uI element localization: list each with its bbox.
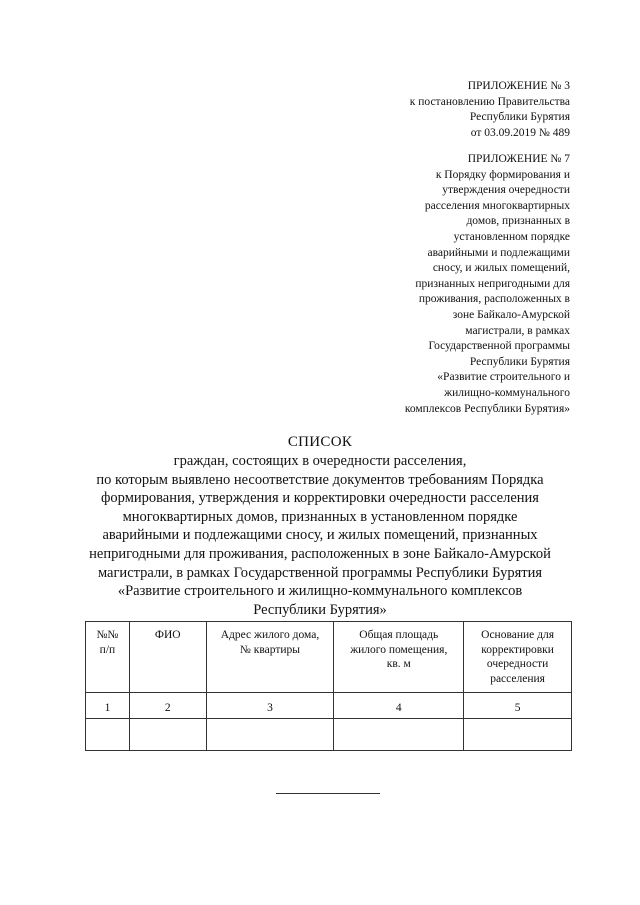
document-subtitle-line: «Развитие строительного и жилищно-коммунального комплексов	[117, 583, 523, 600]
table-cell	[464, 719, 572, 751]
appendix-7-line: жилищно-коммунального	[444, 386, 570, 399]
header-reason: Основание для корректировки очередности расселения	[464, 622, 572, 693]
document-subtitle-line: формирования, утверждения и корректировки очередности расселения	[101, 490, 539, 507]
table-row	[86, 719, 572, 751]
appendix-7-line: Государственной программы	[428, 340, 570, 353]
appendix-7-line: комплексов Республики Бурятия»	[404, 402, 570, 415]
appendix-7-line: проживания, расположенных в	[418, 293, 570, 306]
footer-divider	[276, 793, 380, 794]
appendix-7-line: Республики Бурятия	[469, 355, 570, 368]
table-cell	[86, 719, 130, 751]
document-subtitle-line: магистрали, в рамках Государственной программы Республики Бурятия	[97, 564, 543, 581]
appendix-3-line: к постановлению Правительства	[409, 95, 570, 108]
column-number-cell: 2	[129, 693, 206, 719]
appendix-7-line: расселения многоквартирных	[424, 199, 570, 212]
appendix-7-line: утверждения очередности	[442, 184, 570, 197]
appendix-7-line: ПРИЛОЖЕНИЕ № 7	[467, 153, 570, 165]
header-address: Адрес жилого дома, № квартиры	[206, 622, 334, 693]
column-number-cell: 1	[86, 693, 130, 719]
table-cell	[129, 719, 206, 751]
header-total-area: Общая площадь жилого помещения, кв. м	[334, 622, 464, 693]
table-header-row	[86, 622, 572, 693]
document-subtitle-line: граждан, состоящих в очередности расселения,	[173, 453, 467, 469]
column-number-cell: 4	[334, 693, 464, 719]
citizens-list-table	[85, 621, 572, 751]
appendix-7-header	[405, 152, 570, 417]
appendix-7-line: установленном порядке	[453, 230, 570, 243]
header-full-name: ФИО	[129, 622, 206, 693]
column-number-cell: 3	[206, 693, 334, 719]
appendix-7-line: признанных непригодными для	[415, 277, 570, 290]
appendix-7-line: домов, признанных в	[466, 215, 570, 228]
appendix-3-line: ПРИЛОЖЕНИЕ № 3	[467, 80, 570, 92]
appendix-7-line: магистрали, в рамках	[465, 324, 570, 337]
document-subtitle-line: Республики Бурятия»	[253, 601, 387, 618]
appendix-7-line: к Порядку формирования и	[435, 168, 570, 181]
document-subtitle-line: многоквартирных домов, признанных в установленном порядке	[122, 508, 518, 525]
appendix-3-header	[410, 79, 570, 141]
column-number-cell: 5	[464, 693, 572, 719]
column-number-row	[86, 693, 572, 719]
document-subtitle-line: непригодными для проживания, расположенных в зоне Байкало-Амурской	[89, 545, 551, 562]
appendix-3-line: Республики Бурятия	[469, 111, 570, 124]
appendix-7-line: аварийными и подлежащими	[427, 246, 570, 259]
appendix-7-line: зоне Байкало-Амурской	[452, 308, 570, 321]
appendix-7-line: «Развитие строительного и	[437, 371, 570, 384]
table-cell	[334, 719, 464, 751]
appendix-3-line: от 03.09.2019 № 489	[470, 126, 570, 139]
document-title: СПИСОК	[287, 434, 353, 450]
table-cell	[206, 719, 334, 751]
document-subtitle-line: аварийными и подлежащими сносу, и жилых помещений, признанных	[102, 527, 538, 544]
appendix-7-line: сносу, и жилых помещений,	[432, 262, 570, 275]
header-number: №№ п/п	[86, 622, 130, 693]
document-title-block	[60, 432, 580, 619]
document-subtitle-line: по которым выявлено несоответствие документов требованиям Порядка	[96, 471, 544, 488]
